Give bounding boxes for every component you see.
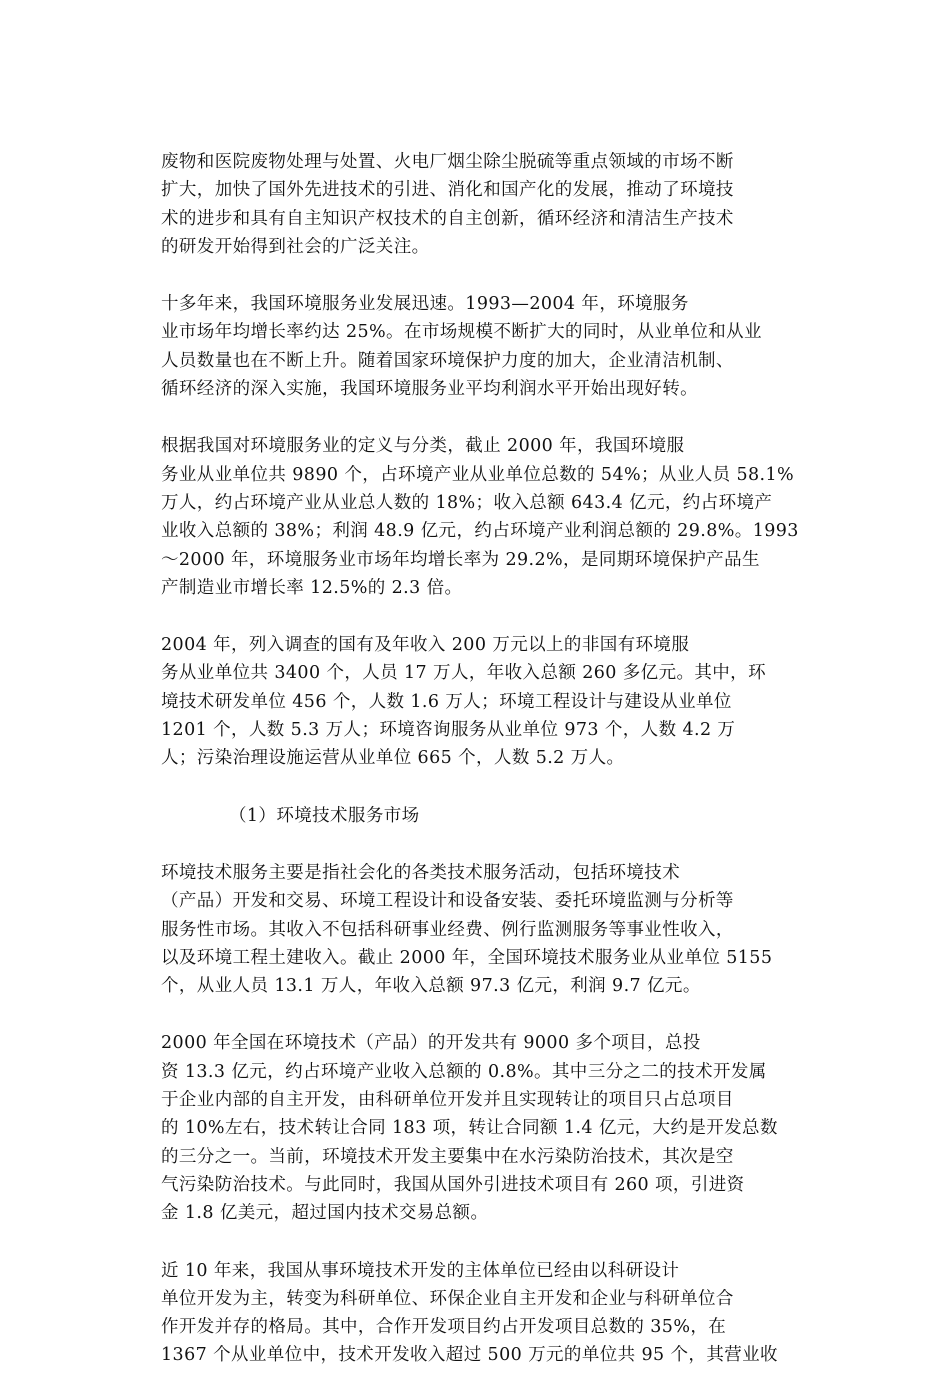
paragraph-growth-overview: 十多年来，我国环境服务业发展迅速。1993—2004 年，环境服务 业市场年均增长率约达 25%。在市场规模不断扩大的同时，从业单位和从业 人员数量也在不断上升。随着国家环境保护力度的加大，企业清洁机制、 循环经济的深入实施，我国环境服务业平均利润水平开始出现好转。 (161, 294, 762, 400)
paragraph-waste-treatment: 废物和医院废物处理与处置、火电厂烟尘除尘脱硫等重点领域的市场不断 扩大，加快了国外先进技术的引进、消化和国产化的发展，推动了环境技 术的进步和具有自主知识产权技术的自主创新，循环经济和清洁生产技术 的研发开始得到社会的广泛关注。 (161, 152, 734, 257)
paragraph-tech-service-definition: 环境技术服务主要是指社会化的各类技术服务活动，包括环境技术 （产品）开发和交易、环境工程设计和设备安装、委托环境监测与分析等 服务性市场。其收入不包括科研事业经费、例行监测服务等事业性收入， 以及环境工程土建收入。截止 2000 年，全国环境技术服务业从业单位 5155 个，从业人员 13.1 万人，年收入总额 97.3 亿元，利润 9.7 亿元。 (161, 862, 773, 997)
paragraph-development-structure: 近 10 年来，我国从事环境技术开发的主体单位已经由以科研设计 单位开发为主，转变为科研单位、环保企业自主开发和企业与科研单位合 作开发并存的格局。其中，合作开发项目约占开发项目总数的 35%，在 1367 个从业单位中，技术开发收入超过 500 万元的单位共 95 个，其营业收 (161, 1260, 778, 1366)
section-heading: （1）环境技术服务市场 (229, 805, 420, 826)
document-body (161, 148, 801, 1399)
paragraph-tech-development-2000: 2000 年全国在环境技术（产品）的开发共有 9000 多个项目，总投 资 13.3 亿元，约占环境产业收入总额的 0.8%。其中三分之二的技术开发属 于企业内部的自主开发，由科研单位开发并且实现转让的项目只占总项目 的 10%左右，技术转让合同 183 项，转让合同额 1.4 亿元，大约是开发总数 的三分之一。当前，环境技术开发主要集中在水污染防治技术，其次是空 气污染防治技术。与此同时，我国从国外引进技术项目有 260 项，引进资 金 1.8 亿美元，超过国内技术交易总额。 (161, 1033, 778, 1224)
paragraph-2004-survey: 2004 年，列入调查的国有及年收入 200 万元以上的非国有环境服 务从业单位共 3400 个，人员 17 万人，年收入总额 260 多亿元。其中，环 境技术研发单位 456 个，人数 1.6 万人；环境工程设计与建设从业单位 1201 个，人数 5.3 万人；环境咨询服务从业单位 973 个，人数 4.2 万 人；污染治理设施运营从业单位 665 个，人数 5.2 万人。 (161, 635, 766, 769)
paragraph-2000-statistics: 根据我国对环境服务业的定义与分类，截止 2000 年，我国环境服 务业从业单位共 9890 个，占环境产业从业单位总数的 54%；从业人员 58.1% 万人，约占环境产业从业总人数的 18%；收入总额 643.4 亿元，约占环境产 业收入总额的 38%；利润 48.9 亿元，约占环境产业利润总额的 29.8%。1993 ～2000 年，环境服务业市场年均增长率为 29.2%，是同期环境保护产品生 产制造业市增长率 12.5%的 2.3 倍。 (161, 436, 799, 598)
